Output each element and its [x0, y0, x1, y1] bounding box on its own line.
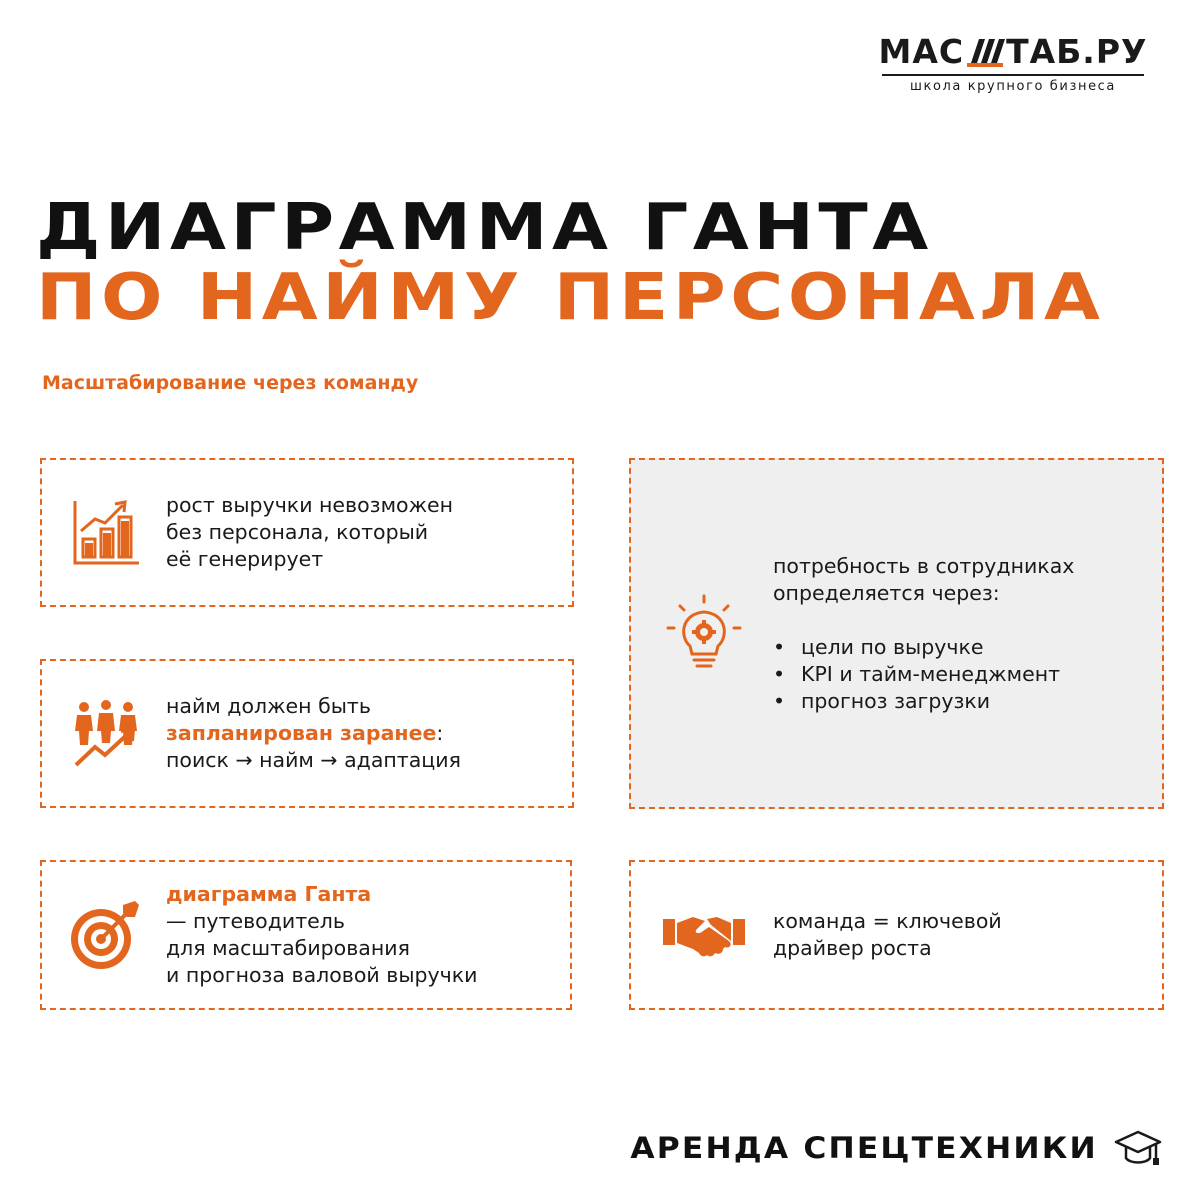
card-needs: [629, 458, 1164, 809]
page-title-line-2: ПО НАЙМУ ПЕРСОНАЛА: [36, 261, 1105, 335]
card-revenue-line-2: без персонала, который: [166, 520, 429, 544]
footer-text: АРЕНДА СПЕЦТЕХНИКИ: [630, 1131, 1098, 1165]
card-gantt-line-3: для масштабирования: [166, 936, 410, 960]
logo-word-left: МАС: [878, 32, 965, 71]
card-needs-line-2: определяется через:: [773, 580, 1000, 605]
logo: [868, 32, 1158, 94]
card-gantt-line-4: и прогноза валовой выручки: [166, 963, 478, 987]
card-hiring-line-1: найм должен быть: [166, 694, 371, 718]
list-item: • KPI и тайм-менеджмент: [773, 661, 1074, 688]
logo-subtitle: школа крупного бизнеса: [910, 79, 1116, 94]
card-needs-line-1: потребность в сотрудниках: [773, 553, 1075, 578]
card-revenue: [40, 458, 574, 607]
card-gantt: [40, 860, 572, 1010]
handshake-icon: [663, 913, 745, 957]
card-team-line-2: драйвер роста: [773, 936, 932, 960]
card-revenue-line-1: рост выручки невозможен: [166, 493, 454, 517]
footer: [630, 1128, 1162, 1168]
card-team-line-1: команда = ключевой: [773, 909, 1002, 933]
graduation-cap-icon: [1114, 1128, 1162, 1168]
growth-chart-icon: [71, 499, 141, 567]
list-item: • прогноз загрузки: [773, 688, 1074, 715]
logo-wordmark: [868, 32, 1158, 71]
team-growth-icon: [73, 699, 139, 769]
card-hiring-highlight: запланирован заранее: [166, 721, 437, 745]
page-subtitle: Масштабирование через команду: [42, 372, 419, 394]
card-hiring-colon: :: [436, 721, 444, 745]
target-icon: [67, 897, 143, 973]
card-gantt-highlight: диаграмма Ганта: [166, 882, 372, 906]
lightbulb-gear-icon: [664, 594, 744, 674]
logo-word-right: ТАБ.РУ: [1006, 32, 1148, 71]
list-item: • цели по выручке: [773, 634, 1074, 661]
card-hiring: [40, 659, 574, 808]
card-hiring-line-3: поиск → найм → адаптация: [166, 748, 461, 772]
card-needs-bullet-list: [773, 634, 1074, 715]
card-revenue-line-3: её генерирует: [166, 547, 324, 571]
page-title-line-1: ДИАГРАММА ГАНТА: [36, 191, 933, 265]
logo-sha-mark-icon: [965, 37, 1005, 67]
card-team: [629, 860, 1164, 1010]
logo-divider: [882, 74, 1144, 76]
card-gantt-line-2: — путеводитель: [166, 909, 345, 933]
